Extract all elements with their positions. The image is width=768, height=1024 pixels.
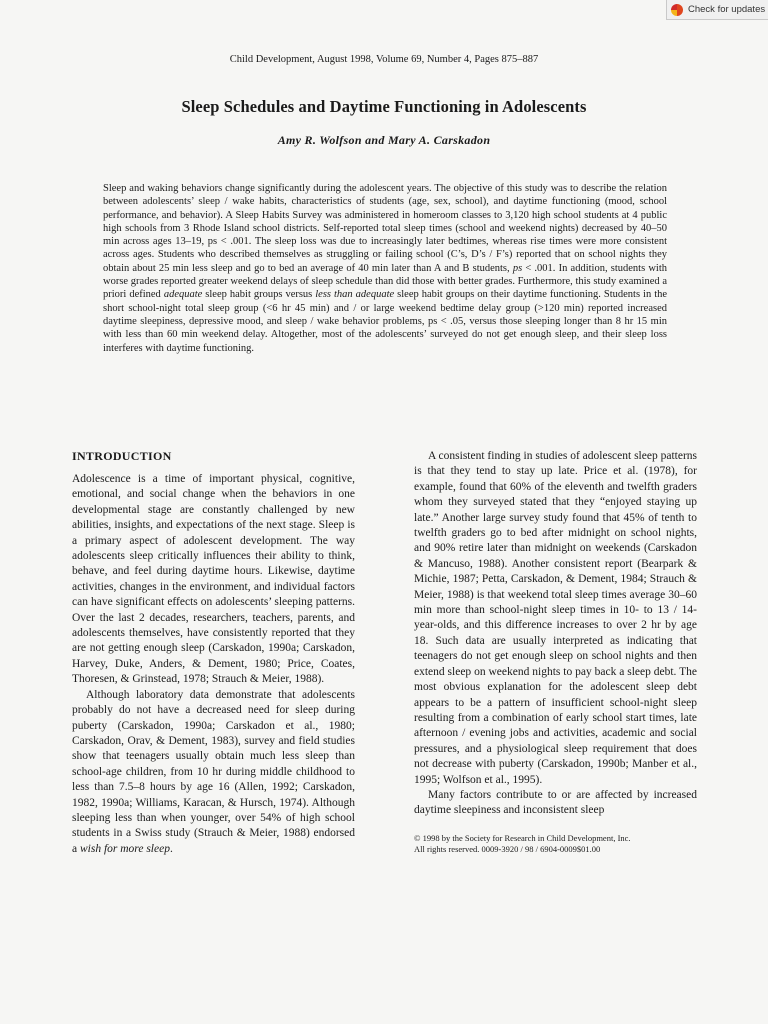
intro-paragraph-2-end: . [169, 842, 173, 855]
copyright-line: © 1998 by the Society for Research in Child Development, Inc. [414, 832, 631, 843]
left-column [72, 449, 355, 857]
intro-wish-phrase: wish for more sleep [79, 842, 170, 855]
right-paragraph-2: Many factors contribute to or are affected by increased daytime sleepiness and inconsistent sleep [414, 788, 697, 817]
abstract-text-1: Sleep and waking behaviors change significantly during the adolescent years. The objective of this study was to describe the relation between adolescents’ sleep / wake habits, characteristics of students (age, sex, school), and daytime functioning (mood, school performance, and behavior). A Sleep Habits Survey was administered in homeroom classes to 3,120 high school students at 4 public high schools from 3 Rhode Island school districts. Self-reported total sleep times (school and weekend nights) decreased by 40–50 min across ages 13–19, ps < .001. The sleep loss was due to increasingly later bedtimes, whereas rise times were more consistent across ages. Students who described themselves as struggling or failing school (C’s, D’s / F’s) reported that on school nights they obtain about 25 min less sleep and go to bed an average of 40 min later than A and B students, [103, 183, 667, 274]
abstract-text-2: < .001. In addition, students with worse grades reported greater weekend delays of sleep schedule than did those with better grades. Furthermore, this study examined a priori defined [103, 262, 667, 301]
intro-paragraph-2 [72, 688, 355, 857]
abstract [103, 182, 667, 355]
abstract-ps: ps [512, 262, 523, 274]
article-title: Sleep Schedules and Daytime Functioning in Adolescents [181, 97, 587, 116]
intro-paragraph-1: Adolescence is a time of important physical, cognitive, emotional, and social change when the behaviors in one developmental stage are constantly challenged by new abilities, insights, and expectations of the next stage. Sleep is a primary aspect of adolescent development. The way adolescents sleep critically influences their ability to think, behave, and feel during daytime hours. Likewise, daytime activities, changes in the environment, and individual factors can have significant effects on adolescents’ sleeping patterns. Over the last 2 decades, researchers, teachers, parents, and adolescents themselves, have consistently reported that they are not getting enough sleep (Carskadon, 1990a; Carskadon, Harvey, Duke, Anders, & Dement, 1980; Price, Coates, Thoresen, & Grinstead, 1978; Strauch & Meier, 1988). [72, 473, 355, 686]
section-heading-introduction: INTRODUCTION [72, 449, 172, 463]
abstract-adequate: adequate [163, 289, 203, 301]
crossmark-icon [671, 4, 683, 16]
check-for-updates-button[interactable] [666, 0, 768, 20]
copyright-footnote [414, 833, 697, 855]
abstract-text-3: sleep habit groups versus [202, 289, 316, 301]
abstract-text-4: sleep habit groups on their daytime functioning. Students in the short school-night total sleep group (<6 hr 45 min) and / or large weekend bedtime delay group (>120 min) reported increased daytime sleepiness, depressive mood, and sleep / wake behavior problems, ps < .05, versus those sleeping longer than 8 hr 15 min with less than 60 min weekend delay. Altogether, most of the adolescents’ surveyed do not get enough sleep, and their sleep loss interferes with daytime functioning. [103, 289, 668, 354]
right-paragraph-1: A consistent finding in studies of adolescent sleep patterns is that they tend to stay up late. Price et al. (1978), for example, found that 60% of the eleventh and twelfth graders whom they surveyed stated that they “enjoyed staying up late.” Another large survey study found that 45% of tenth to twelfth graders go to bed after midnight on school nights, and 90% retire later than midnight on weekends (Carskadon & Mancuso, 1988). Another consistent report (Bearpark & Michie, 1987; Petta, Carskadon, & Dement, 1984; Strauch & Meier, 1988) is that weekend total sleep times average 30–60 min more than school-night sleep times in 10- to 13 / 14-year-olds, and this difference increases to over 2 hr by age 18. Such data are usually interpreted as indicating that teenagers do not get enough sleep on school nights and then extend sleep on weekend nights to pay back a sleep debt. The most obvious explanation for the adolescent sleep debt appears to be a pattern of insufficient school-night sleep resulting from a combination of early school start times, late afternoon / evening jobs and activities, academic and social pressures, and a physiological sleep requirement that does not decrease with puberty (Carskadon, 1990b; Manber et al., 1995; Wolfson et al., 1995). [414, 450, 697, 786]
intro-paragraph-2-text: Although laboratory data demonstrate that adolescents probably do not have a decreased need for sleep during puberty (Carskadon, 1990a; Carskadon et al., 1980; Carskadon, Orav, & Dement, 1983), survey and field studies show that teenagers usually obtain much less sleep than school-age children, from 10 hr during middle childhood to less than 7.5–8 hours by age 16 (Allen, 1992; Carskadon, 1982, 1990a; Williams, Karacan, & Hursch, 1974). Although sleeping less than when younger, over 54% of high school students in a Swiss study (Strauch & Meier, 1988) endorsed a [72, 688, 355, 855]
abstract-less-than: less than adequate [315, 289, 395, 301]
journal-citation: Child Development, August 1998, Volume 69, Number 4, Pages 875–887 [229, 54, 539, 65]
check-for-updates-label: Check for updates [688, 4, 766, 15]
article-authors: Amy R. Wolfson and Mary A. Carskadon [277, 133, 491, 147]
right-column [414, 449, 697, 855]
rights-line: All rights reserved. 0009-3920 / 98 / 6904-0009$01.00 [414, 843, 601, 854]
